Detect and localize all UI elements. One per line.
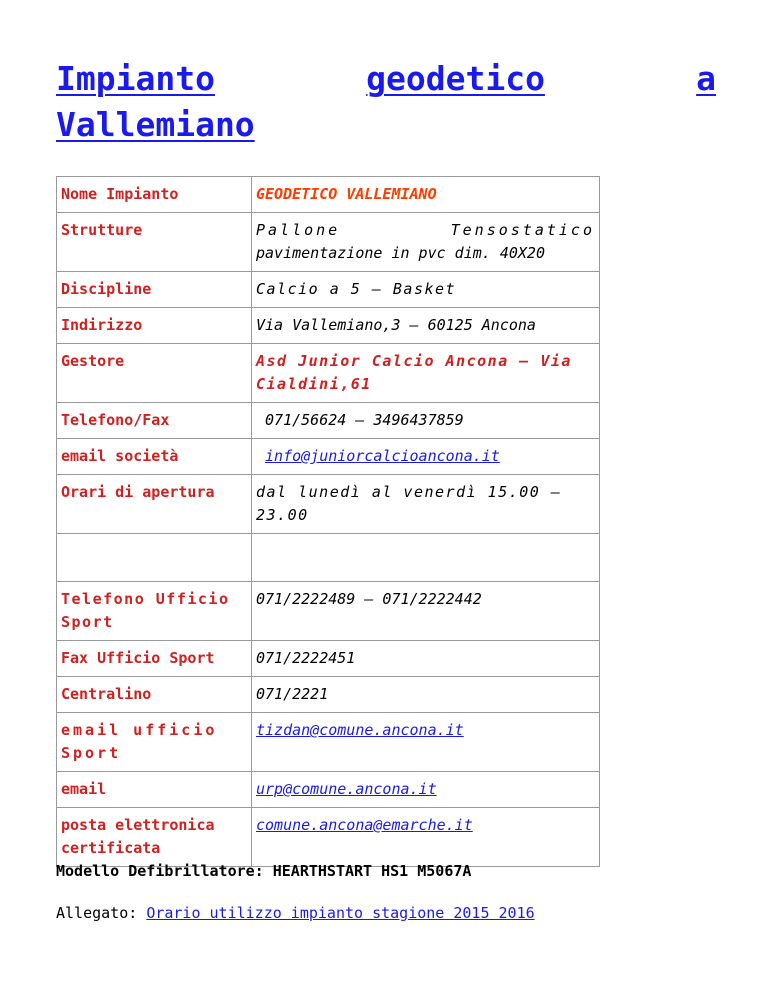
row-value-orari: dal lunedì al venerdì 15.00 – 23.00: [252, 475, 600, 534]
title-word-geodetico[interactable]: geodetico: [366, 59, 545, 98]
row-value-nome: GEODETICO VALLEMIANO: [252, 177, 600, 213]
strutture-word-1: Pallone: [256, 221, 341, 239]
empty-cell: [252, 534, 600, 582]
row-value-email-societa: [252, 439, 600, 475]
row-label-pec: posta elettronica certificata: [57, 808, 252, 867]
table-row: [57, 213, 600, 272]
table-row: [57, 582, 600, 641]
row-label-email-ufficio: email ufficio Sport: [57, 713, 252, 772]
row-label-gestore: Gestore: [57, 344, 252, 403]
table-row: [57, 772, 600, 808]
row-label-centralino: Centralino: [57, 677, 252, 713]
row-value-email: [252, 772, 600, 808]
row-label-strutture: Strutture: [57, 213, 252, 272]
pec-link[interactable]: comune.ancona@emarche.it: [256, 816, 473, 834]
strutture-line-1: [256, 219, 595, 242]
row-value-centralino: 071/2221: [252, 677, 600, 713]
row-value-indirizzo: Via Vallemiano,3 – 60125 Ancona: [252, 308, 600, 344]
email-ufficio-link[interactable]: tizdan@comune.ancona.it: [256, 721, 464, 739]
row-value-gestore: Asd Junior Calcio Ancona – Via Cialdini,61: [252, 344, 600, 403]
row-label-email: email: [57, 772, 252, 808]
row-label-orari: Orari di apertura: [57, 475, 252, 534]
row-label-fax-ufficio: Fax Ufficio Sport: [57, 641, 252, 677]
attachment-label: Allegato:: [56, 904, 138, 922]
table-row-empty: [57, 534, 600, 582]
telefono-value-text: 071/56624 – 3496437859: [265, 411, 464, 429]
title-word-impianto[interactable]: Impianto: [56, 59, 215, 98]
table-row: [57, 344, 600, 403]
table-row: [57, 308, 600, 344]
email-urp-link[interactable]: urp@comune.ancona.it: [256, 780, 437, 798]
page-title-line-1[interactable]: [56, 56, 716, 102]
table-row: [57, 713, 600, 772]
strutture-word-2: Tensostatico: [450, 221, 595, 239]
row-label-discipline: Discipline: [57, 272, 252, 308]
row-value-fax-ufficio: 071/2222451: [252, 641, 600, 677]
row-value-telefono: [252, 403, 600, 439]
page-title-line-2[interactable]: Vallemiano: [56, 105, 255, 144]
table-row: [57, 439, 600, 475]
row-value-email-ufficio: [252, 713, 600, 772]
defibrillator-model: Modello Defibrillatore: HEARTHSTART HS1 M5067A: [56, 862, 472, 880]
row-label-nome: Nome Impianto: [57, 177, 252, 213]
table-row: [57, 272, 600, 308]
empty-cell: [57, 534, 252, 582]
strutture-line-2: pavimentazione in pvc dim. 40X20: [256, 244, 545, 262]
table-row: [57, 403, 600, 439]
table-row: [57, 641, 600, 677]
row-label-telefono: Telefono/Fax: [57, 403, 252, 439]
row-value-telefono-ufficio: 071/2222489 – 071/2222442: [252, 582, 600, 641]
facility-info-table: [56, 176, 600, 867]
row-value-discipline: Calcio a 5 – Basket: [252, 272, 600, 308]
page-title[interactable]: [56, 56, 716, 148]
table-row: [57, 177, 600, 213]
table-row: [57, 475, 600, 534]
email-societa-link[interactable]: info@juniorcalcioancona.it: [265, 447, 500, 465]
row-value-pec: [252, 808, 600, 867]
row-label-indirizzo: Indirizzo: [57, 308, 252, 344]
title-word-a[interactable]: a: [696, 59, 716, 98]
table-row: [57, 808, 600, 867]
table-row: [57, 677, 600, 713]
row-label-telefono-ufficio: Telefono Ufficio Sport: [57, 582, 252, 641]
row-label-email-societa: email società: [57, 439, 252, 475]
row-value-strutture: [252, 213, 600, 272]
attachment-link[interactable]: Orario utilizzo impianto stagione 2015 2016: [146, 904, 535, 922]
attachment-line: [56, 904, 535, 922]
